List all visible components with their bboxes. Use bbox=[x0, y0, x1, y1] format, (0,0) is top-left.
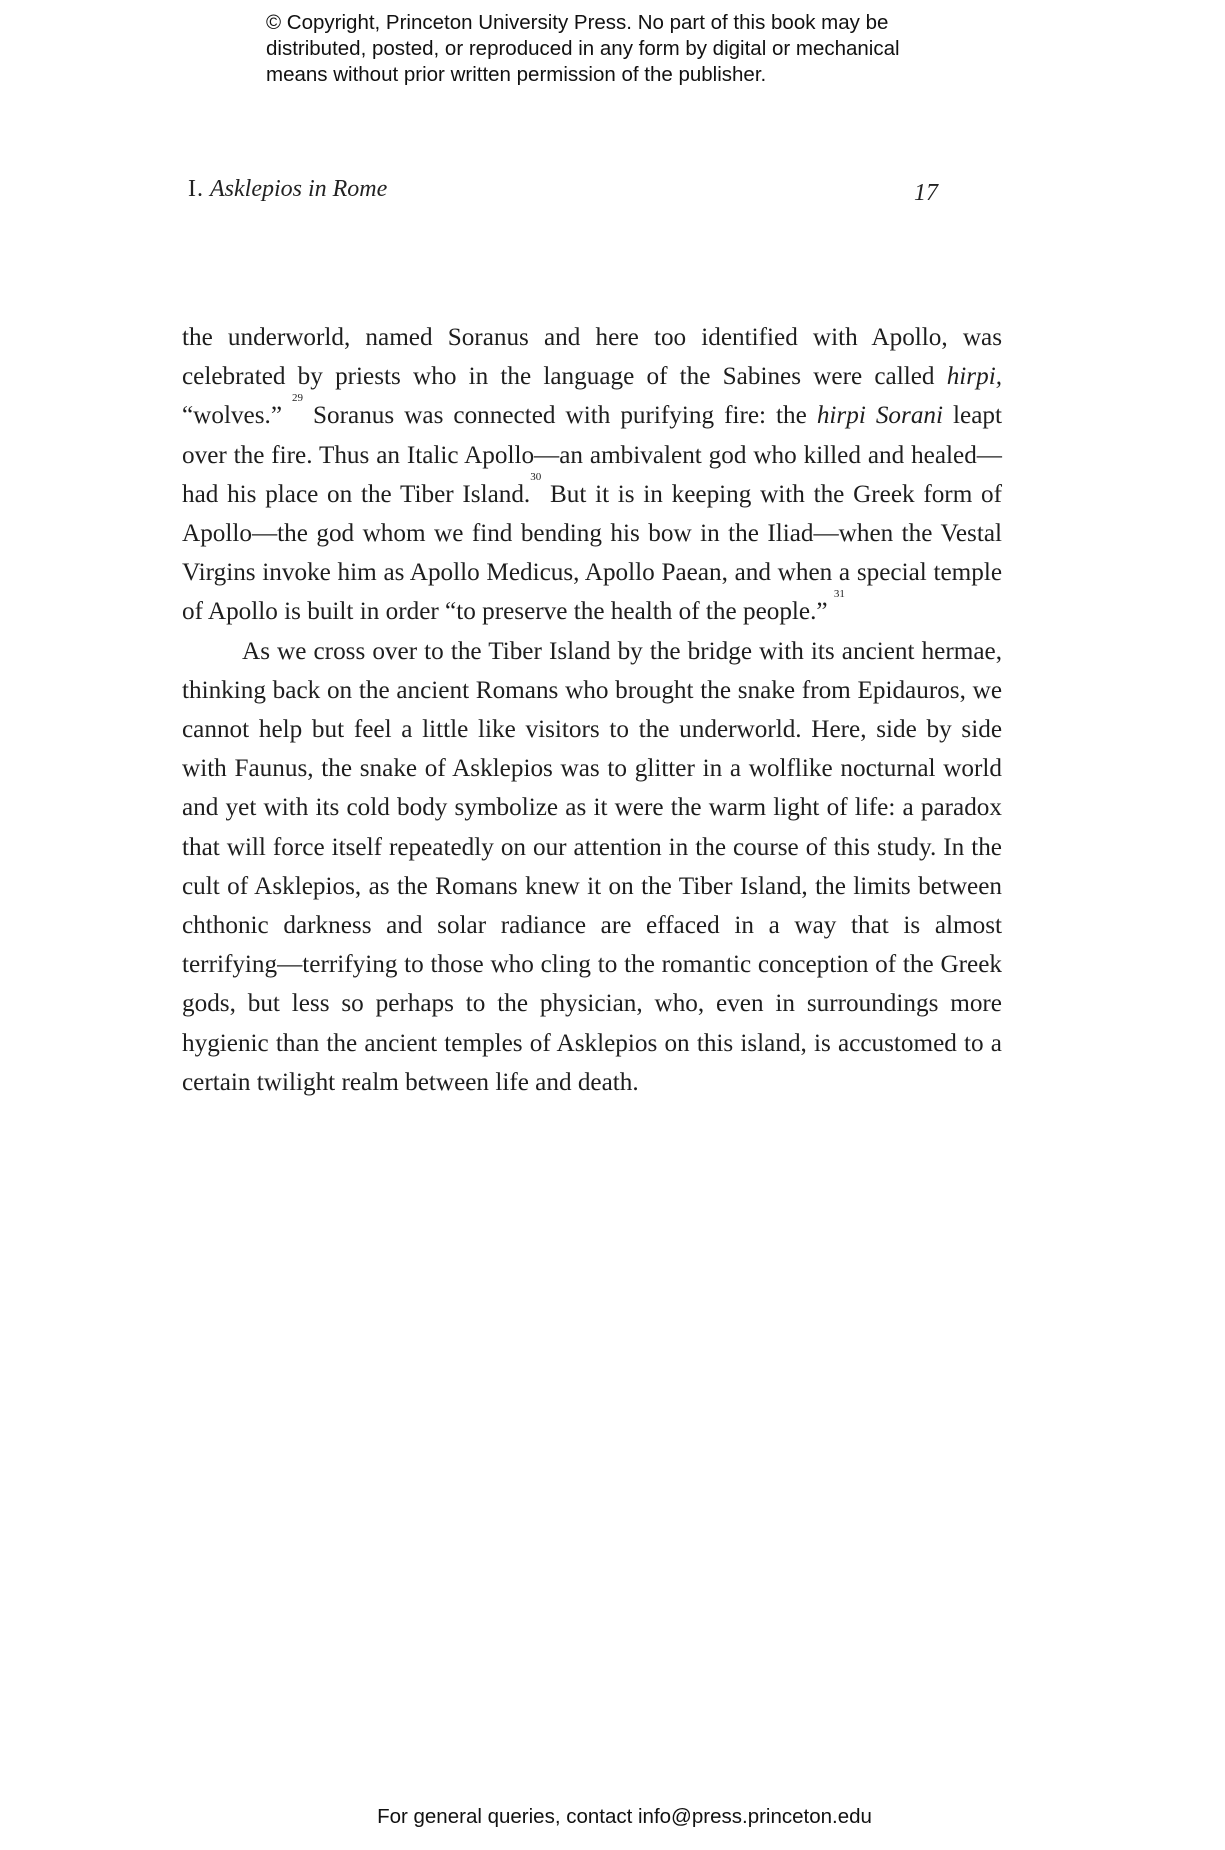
p1-text-2: “wolves.” bbox=[182, 402, 293, 430]
footer-contact: For general queries, contact info@press.princeton.edu bbox=[377, 1805, 872, 1828]
paragraph-2: As we cross over to the Tiber Island by the bridge with its ancient hermae, thinking back on the ancient Romans who brought the snake from Epidauros, we cannot help but feel a little like visitors to the underworld. Here, side by side with Faunus, the snake of Asklepios was to glitter in a wolflike nocturnal world and yet with its cold body symbolize as it were the warm light of life: a paradox that will force itself repeatedly on our attention in the course of this study. In the cult of Asklepios, as the Romans knew it on the Tiber Island, the limits between chthonic darkness and solar radiance are effaced in a way that is almost terrifying—terrifying to those who cling to the romantic conception of the Greek gods, but less so perhaps to the physician, who, even in surroundings more hygienic than the ancient temples of Asklepios on this island, is accustomed to a certain twilight realm between life and death. bbox=[182, 637, 1002, 1096]
running-head bbox=[188, 176, 938, 216]
p1-italic-hirpi-sorani: hirpi Sorani bbox=[816, 402, 944, 430]
footnote-ref-29: 29 bbox=[292, 392, 304, 405]
p1-italic-hirpi: hirpi, bbox=[946, 363, 1002, 391]
p1-text-3: Soranus was connected with purifying fire: the bbox=[303, 402, 817, 430]
footer bbox=[0, 1805, 1225, 1829]
paragraph-1 bbox=[182, 318, 1002, 632]
footnote-ref-31: 31 bbox=[833, 588, 845, 601]
copyright-notice bbox=[266, 10, 986, 88]
p1-text-5: But it is in keeping with the Greek form of Apollo—the god whom we find bending his bow in the Iliad—when the Vestal Virgins invoke him as Apollo Medicus, Apollo Paean, and when a special temple of Apollo is built in order “to preserve the health of the people.” bbox=[182, 480, 1002, 626]
chapter-heading bbox=[188, 176, 387, 203]
copyright-line-2: distributed, posted, or reproduced in any form by digital or mechanical bbox=[266, 37, 900, 60]
p1-text-4: leapt over the fire. Thus an Italic Apollo—an ambivalent god who killed and healed—had his place on the Tiber Island. bbox=[182, 402, 1002, 508]
p1-text-1: the underworld, named Soranus and here too identified with Apollo, was celebrated by priests who in the language of the Sabines were called bbox=[182, 324, 1002, 391]
page-number: 17 bbox=[914, 180, 938, 206]
copyright-line-3: means without prior written permission of the publisher. bbox=[266, 63, 767, 86]
chapter-number: I. bbox=[188, 176, 204, 202]
chapter-title: Asklepios in Rome bbox=[210, 176, 388, 202]
body-text bbox=[182, 318, 1002, 1102]
footnote-ref-30: 30 bbox=[530, 470, 542, 483]
copyright-line-1: © Copyright, Princeton University Press. No part of this book may be bbox=[266, 11, 889, 34]
